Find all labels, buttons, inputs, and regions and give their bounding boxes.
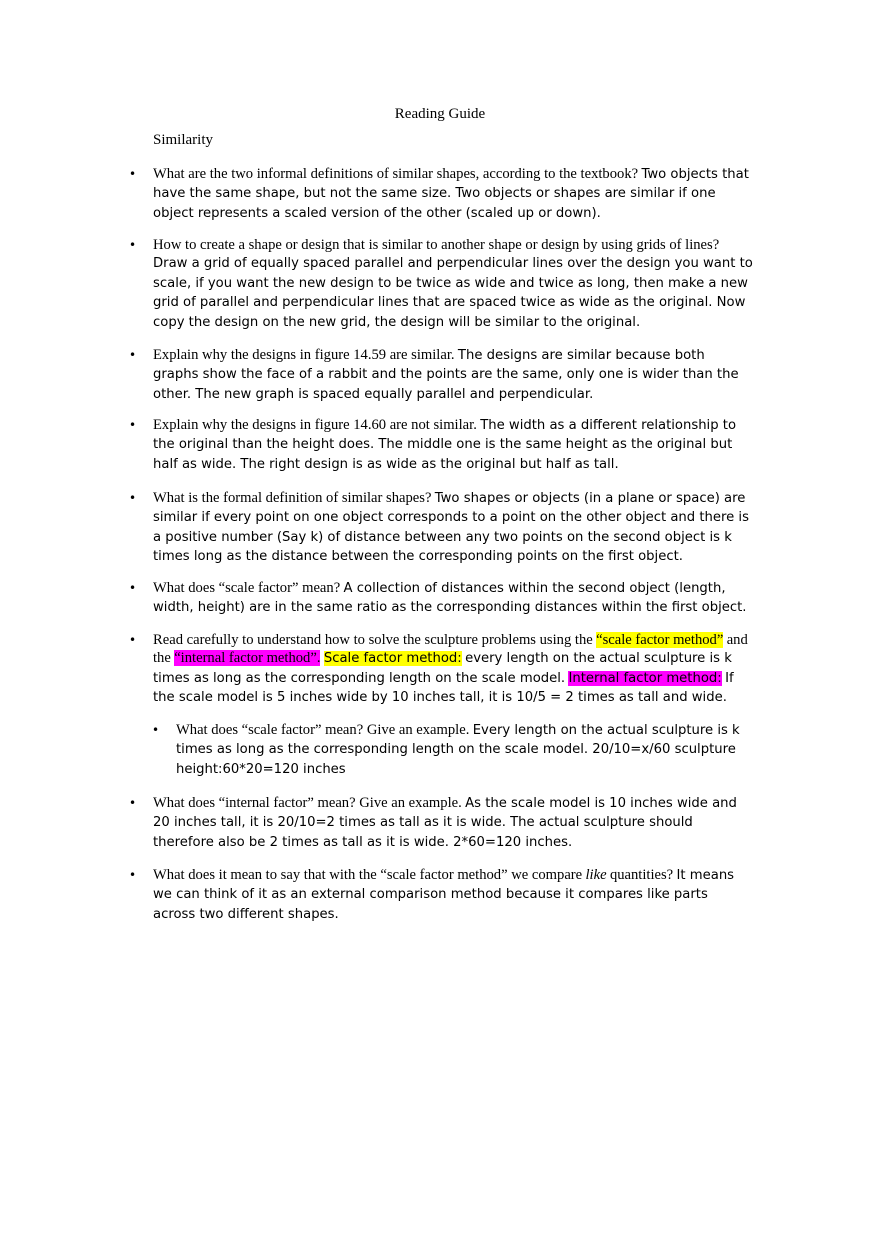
- answer-text: The designs are similar because both graphs show the face of a rabbit and the points are the same, only one is wider than the other. The new graph is spaced equally parallel and perpendicular.: [153, 348, 739, 402]
- question-text: and the: [153, 632, 748, 667]
- bullet: •: [129, 348, 137, 362]
- highlight-scale-factor-label: Scale factor method:: [323, 651, 462, 667]
- list-item: [129, 236, 753, 332]
- highlight-scale-factor-method: “scale factor method”: [596, 632, 724, 648]
- bullet: •: [129, 633, 137, 647]
- question-text: What does “scale factor” mean? Give an example.: [176, 722, 470, 738]
- bullet: •: [129, 868, 137, 882]
- answer-text: Two shapes or objects (in a plane or space) are similar if every point on one object corresponds to a point on the other object and there is a positive number (Say k) of distance between any two points on the second object is k times long as the distance between the corresponding points on the first object.: [153, 491, 749, 565]
- question-text: What does “internal factor” mean? Give an example.: [153, 795, 462, 811]
- list-item: [129, 346, 753, 404]
- list-item: [129, 631, 753, 708]
- document-title: Reading Guide: [394, 106, 486, 122]
- bullet: •: [129, 581, 137, 595]
- answer-text: If the scale model is 5 inches wide by 10 inches tall, it is 10/5 = 2 times as tall and wide.: [153, 670, 734, 706]
- question-text: Read carefully to understand how to solve the sculpture problems using the: [153, 632, 593, 648]
- list-item: [129, 489, 753, 567]
- answer-text: The width as a different relationship to the original than the height does. The middle one is the same height as the original but half as wide. The right design is as wide as the original but half as tall.: [153, 418, 737, 472]
- bullet: •: [152, 723, 160, 737]
- question-text: Explain why the designs in figure 14.60 are not similar.: [153, 417, 477, 433]
- answer-text: Every length on the actual sculpture is k times as long as the corresponding length on the scale model. 20/10=x/60 sculpture height:60*20=120 inches: [176, 723, 740, 777]
- list-item: [129, 794, 753, 852]
- answer-text: A collection of distances within the second object (length, width, height) are in the same ratio as the corresponding distances within the first object.: [153, 581, 747, 616]
- list-item: [129, 165, 753, 223]
- answer-text: As the scale model is 10 inches wide and 20 inches tall, it is 20/10=2 times as tall as it is wide. The actual sculpture should therefore also be 2 times as tall as it is wide. 2*60=120 inches.: [153, 796, 737, 850]
- answer-text: Two objects that have the same shape, but not the same size. Two objects or shapes are similar if one object represents a scaled version of the other (scaled up or down).: [153, 167, 749, 221]
- list-item: [129, 579, 753, 618]
- document-subtitle: Similarity: [153, 132, 213, 148]
- question-text: What does “scale factor” mean?: [153, 580, 341, 596]
- question-emphasis: like: [585, 867, 607, 883]
- question-text: Explain why the designs in figure 14.59 are similar.: [153, 347, 455, 363]
- question-text: What is the formal definition of similar shapes?: [153, 490, 432, 506]
- bullet: •: [129, 418, 137, 432]
- answer-text: Draw a grid of equally spaced parallel and perpendicular lines over the design you want to scale, if you want the new design to be twice as wide and twice as long, then make a new grid of parallel and perpendicular lines that are spaced twice as wide as the original. Now copy the design on the new grid, the design will be similar to the original.: [153, 256, 753, 330]
- answer-text: every length on the actual sculpture is k times as long as the corresponding length on the scale model.: [153, 651, 732, 686]
- highlight-internal-factor-method: “internal factor method”.: [174, 650, 321, 667]
- answer-text: It means we can think of it as an external comparison method because it compares like parts across two different shapes.: [153, 868, 735, 922]
- question-text: How to create a shape or design that is similar to another shape or design by using grids of lines?: [153, 237, 720, 253]
- bullet: •: [129, 167, 137, 181]
- highlight-internal-factor-label: Internal factor method:: [568, 670, 722, 686]
- list-item: [129, 416, 753, 474]
- question-text: quantities?: [609, 867, 674, 883]
- list-item: [152, 721, 751, 779]
- question-text: What are the two informal definitions of similar shapes, according to the textbook?: [153, 166, 639, 182]
- bullet: •: [129, 796, 137, 810]
- bullet: •: [129, 491, 137, 505]
- bullet: •: [129, 238, 137, 252]
- list-item: [129, 866, 753, 924]
- question-text: What does it mean to say that with the “scale factor method” we compare: [153, 867, 583, 883]
